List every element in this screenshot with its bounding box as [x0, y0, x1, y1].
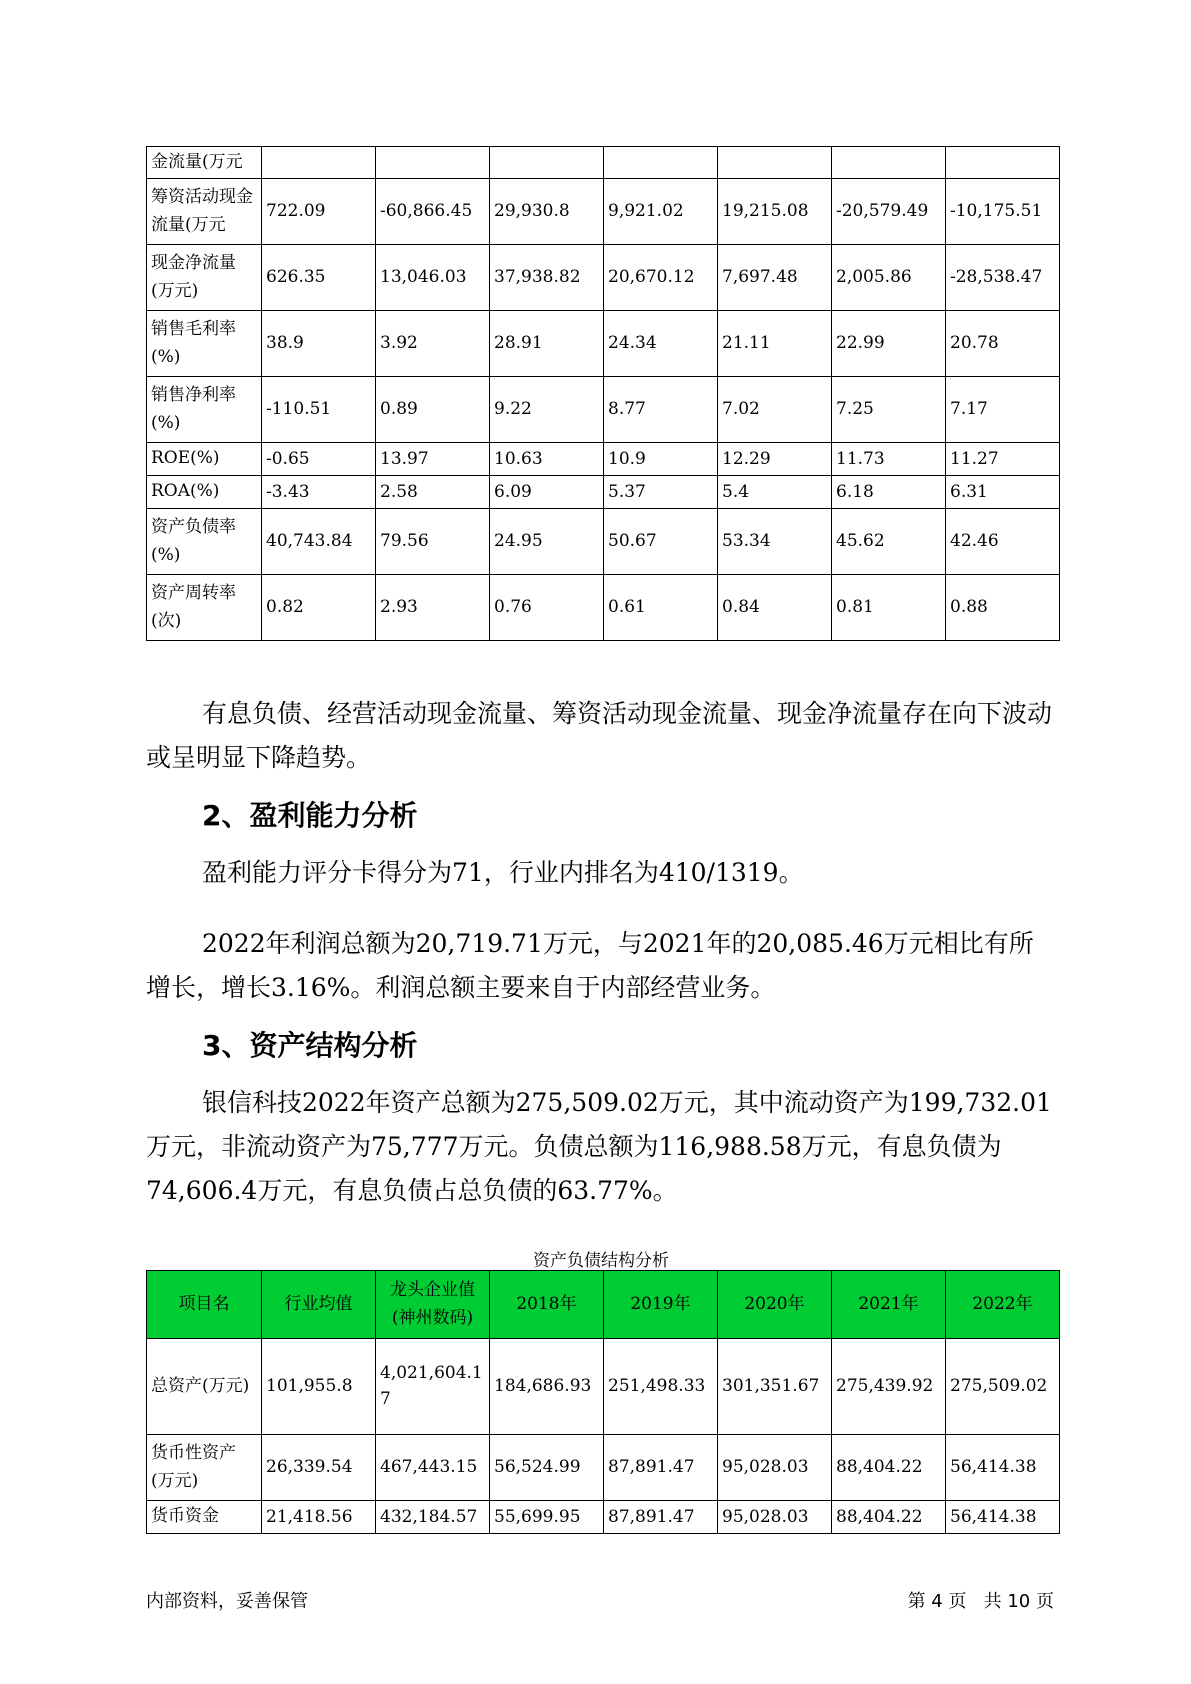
table-cell: 184,686.93: [490, 1339, 604, 1435]
table-cell: 275,439.92: [832, 1339, 946, 1435]
table-cell: 42.46: [946, 509, 1060, 575]
table-cell: 5.37: [604, 476, 718, 509]
table-row: [147, 476, 1060, 509]
row-label: 资产周转率(次): [147, 575, 262, 641]
table-row: [147, 1501, 1060, 1534]
table-cell: 5.4: [718, 476, 832, 509]
table-row: [147, 147, 1060, 179]
table-cell: 2.58: [376, 476, 490, 509]
row-label: 销售净利率(%): [147, 377, 262, 443]
table-cell: 26,339.54: [262, 1435, 376, 1501]
table-cell: 0.84: [718, 575, 832, 641]
table-cell: 6.31: [946, 476, 1060, 509]
table-cell: 9,921.02: [604, 179, 718, 245]
table-cell: [262, 147, 376, 179]
table-cell: -60,866.45: [376, 179, 490, 245]
table-cell: -20,579.49: [832, 179, 946, 245]
table-row: [147, 509, 1060, 575]
table-cell: 21.11: [718, 311, 832, 377]
footer-page-number: 第 4 页 共 10 页: [907, 1591, 1054, 1612]
table-cell: 9.22: [490, 377, 604, 443]
row-label: 资产负债率(%): [147, 509, 262, 575]
table-cell: 7.02: [718, 377, 832, 443]
table-cell: [832, 147, 946, 179]
table-cell: 0.89: [376, 377, 490, 443]
table-cell: 6.09: [490, 476, 604, 509]
table-cell: 275,509.02: [946, 1339, 1060, 1435]
table-cell: 29,930.8: [490, 179, 604, 245]
table-cell: 432,184.57: [376, 1501, 490, 1534]
table-cell: 20.78: [946, 311, 1060, 377]
table-cell: [376, 147, 490, 179]
table-row: [147, 1435, 1060, 1501]
table-cell: 20,670.12: [604, 245, 718, 311]
table-row: [147, 377, 1060, 443]
footer-confidential-note: 内部资料，妥善保管: [146, 1591, 308, 1612]
table-cell: 8.77: [604, 377, 718, 443]
paragraph-assets: 银信科技2022年资产总额为275,509.02万元，其中流动资产为199,732.01万元，非流动资产为75,777万元。负债总额为116,988.58万元，有息负债为74,606.4万元，有息负债占总负债的63.77%。: [146, 1088, 1052, 1205]
column-header: 2018年: [490, 1271, 604, 1339]
table-cell: 21,418.56: [262, 1501, 376, 1534]
table-cell: 11.73: [832, 443, 946, 476]
table-cell: 88,404.22: [832, 1501, 946, 1534]
table-cell: -3.43: [262, 476, 376, 509]
table-cell: 722.09: [262, 179, 376, 245]
table-cell: 28.91: [490, 311, 604, 377]
table-cell: 37,938.82: [490, 245, 604, 311]
table-row: [147, 245, 1060, 311]
table-cell: 45.62: [832, 509, 946, 575]
table-cell: -0.65: [262, 443, 376, 476]
column-header: 2020年: [718, 1271, 832, 1339]
table-cell: 0.82: [262, 575, 376, 641]
table-cell: -10,175.51: [946, 179, 1060, 245]
table-cell: 101,955.8: [262, 1339, 376, 1435]
financial-ratios-table: [146, 146, 1060, 641]
row-label: ROA(%): [147, 476, 262, 509]
table-cell: 95,028.03: [718, 1501, 832, 1534]
table-cell: 0.88: [946, 575, 1060, 641]
table-cell: 0.76: [490, 575, 604, 641]
table-cell: 22.99: [832, 311, 946, 377]
table-cell: 7,697.48: [718, 245, 832, 311]
table-cell: 38.9: [262, 311, 376, 377]
table-cell: 87,891.47: [604, 1501, 718, 1534]
table-cell: 55,699.95: [490, 1501, 604, 1534]
table-cell: -110.51: [262, 377, 376, 443]
table-row: [147, 179, 1060, 245]
row-label: ROE(%): [147, 443, 262, 476]
table-cell: 7.17: [946, 377, 1060, 443]
table-row: [147, 443, 1060, 476]
table-cell: 10.63: [490, 443, 604, 476]
paragraph-profit: 2022年利润总额为20,719.71万元，与2021年的20,085.46万元相比有所增长，增长3.16%。利润总额主要来自于内部经营业务。: [146, 929, 1034, 1002]
paragraph-score: 盈利能力评分卡得分为71，行业内排名为410/1319。: [202, 858, 804, 887]
table-cell: 251,498.33: [604, 1339, 718, 1435]
table-cell: 12.29: [718, 443, 832, 476]
table-header-row: [147, 1271, 1060, 1339]
row-label: 货币性资产(万元): [147, 1435, 262, 1501]
table-cell: 19,215.08: [718, 179, 832, 245]
paragraph-debt-trend: 有息负债、经营活动现金流量、筹资活动现金流量、现金净流量存在向下波动或呈明显下降趋势。: [146, 699, 1053, 772]
table-cell: 13.97: [376, 443, 490, 476]
table-cell: 53.34: [718, 509, 832, 575]
table-cell: 40,743.84: [262, 509, 376, 575]
column-header: 行业均值: [262, 1271, 376, 1339]
asset-liability-table: [146, 1270, 1060, 1534]
table-row: [147, 1339, 1060, 1435]
row-label: 销售毛利率(%): [147, 311, 262, 377]
table-cell: 50.67: [604, 509, 718, 575]
table-cell: 4,021,604.17: [376, 1339, 490, 1435]
table-cell: 2.93: [376, 575, 490, 641]
table-cell: 24.95: [490, 509, 604, 575]
table-row: [147, 575, 1060, 641]
table-caption: 资产负债结构分析: [533, 1251, 669, 1271]
table-cell: 11.27: [946, 443, 1060, 476]
table-cell: 56,414.38: [946, 1435, 1060, 1501]
table-cell: -28,538.47: [946, 245, 1060, 311]
table-cell: [604, 147, 718, 179]
table-cell: 10.9: [604, 443, 718, 476]
table-cell: 95,028.03: [718, 1435, 832, 1501]
table-cell: 88,404.22: [832, 1435, 946, 1501]
table-cell: 2,005.86: [832, 245, 946, 311]
table-cell: 24.34: [604, 311, 718, 377]
table-cell: 56,524.99: [490, 1435, 604, 1501]
table-cell: 87,891.47: [604, 1435, 718, 1501]
table-cell: 0.61: [604, 575, 718, 641]
table-cell: 0.81: [832, 575, 946, 641]
section-heading-profitability: 2、盈利能力分析: [202, 799, 418, 832]
table-cell: 3.92: [376, 311, 490, 377]
table-cell: 301,351.67: [718, 1339, 832, 1435]
table-cell: 7.25: [832, 377, 946, 443]
section-heading-asset-structure: 3、资产结构分析: [202, 1029, 418, 1062]
table-cell: [946, 147, 1060, 179]
row-label: 总资产(万元): [147, 1339, 262, 1435]
row-label: 金流量(万元: [147, 147, 262, 179]
table-cell: [718, 147, 832, 179]
column-header: 2021年: [832, 1271, 946, 1339]
row-label: 货币资金: [147, 1501, 262, 1534]
table-cell: 467,443.15: [376, 1435, 490, 1501]
column-header: 2019年: [604, 1271, 718, 1339]
table-cell: 626.35: [262, 245, 376, 311]
column-header: 龙头企业值(神州数码): [376, 1271, 490, 1339]
table-cell: 6.18: [832, 476, 946, 509]
table-cell: 79.56: [376, 509, 490, 575]
column-header: 2022年: [946, 1271, 1060, 1339]
table-cell: 56,414.38: [946, 1501, 1060, 1534]
row-label: 现金净流量(万元): [147, 245, 262, 311]
table-cell: [490, 147, 604, 179]
table-cell: 13,046.03: [376, 245, 490, 311]
row-label: 筹资活动现金流量(万元: [147, 179, 262, 245]
column-header: 项目名: [147, 1271, 262, 1339]
table-row: [147, 311, 1060, 377]
